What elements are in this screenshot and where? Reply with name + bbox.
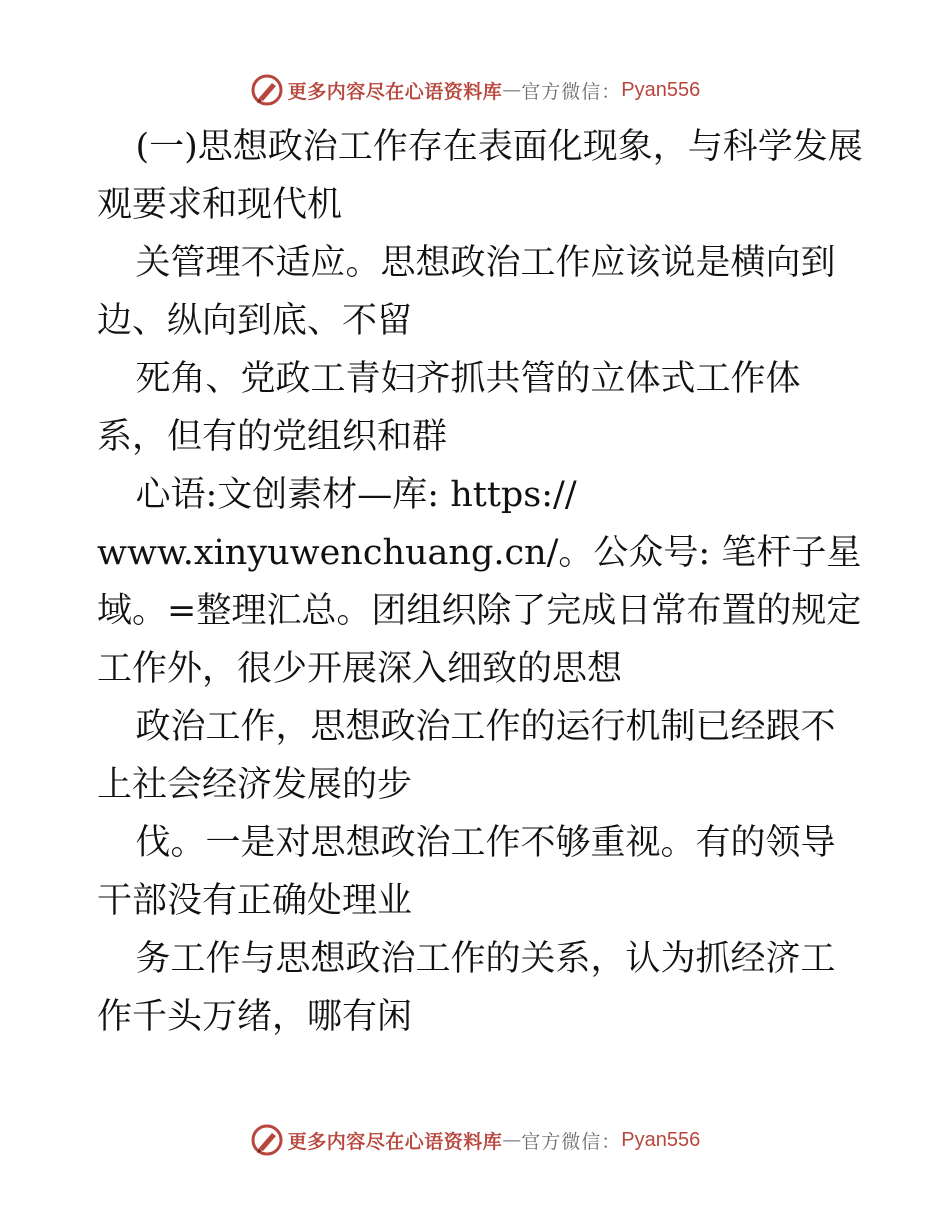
paragraph-3: 死角、党政工青妇齐抓共管的立体式工作体系，但有的党组织和群 (97, 359, 801, 457)
paragraph-2: 关管理不适应。思想政治工作应该说是横向到边、纵向到底、不留 (97, 243, 836, 341)
paragraph-4: 心语:文创素材—库: https:// (135, 475, 577, 515)
paragraph-1: (一)思想政治工作存在表面化现象，与科学发展观要求和现代机 (97, 127, 863, 225)
footer-separator: — (502, 1129, 522, 1151)
document-body (97, 118, 867, 1046)
footer-banner (0, 1120, 950, 1160)
pen-logo-icon (250, 1123, 284, 1157)
paragraph-5: www.xinyuwenchuang.cn/。公众号: 笔杆子星域。=整理汇总。团组织除了完成日常布置的规定工作外，很少开展深入细致的思想 (97, 533, 862, 689)
paragraph-8: 务工作与思想政治工作的关系，认为抓经济工作千头万绪，哪有闲 (97, 939, 836, 1037)
footer-site-name: 更多内容尽在心语资料库 (287, 1130, 503, 1153)
footer-wechat-label: 官方微信： (521, 1130, 622, 1153)
paragraph-6: 政治工作，思想政治工作的运行机制已经跟不上社会经济发展的步 (97, 707, 836, 805)
header-site-name: 更多内容尽在心语资料库 (287, 80, 503, 103)
header-banner (0, 70, 950, 110)
header-separator: — (502, 79, 522, 101)
footer-wechat-id: Pyan556 (621, 1128, 701, 1151)
paragraph-7: 伐。一是对思想政治工作不够重视。有的领导干部没有正确处理业 (97, 823, 836, 921)
header-wechat-id: Pyan556 (621, 78, 701, 101)
header-wechat-label: 官方微信： (521, 80, 622, 103)
pen-logo-icon (250, 73, 284, 107)
